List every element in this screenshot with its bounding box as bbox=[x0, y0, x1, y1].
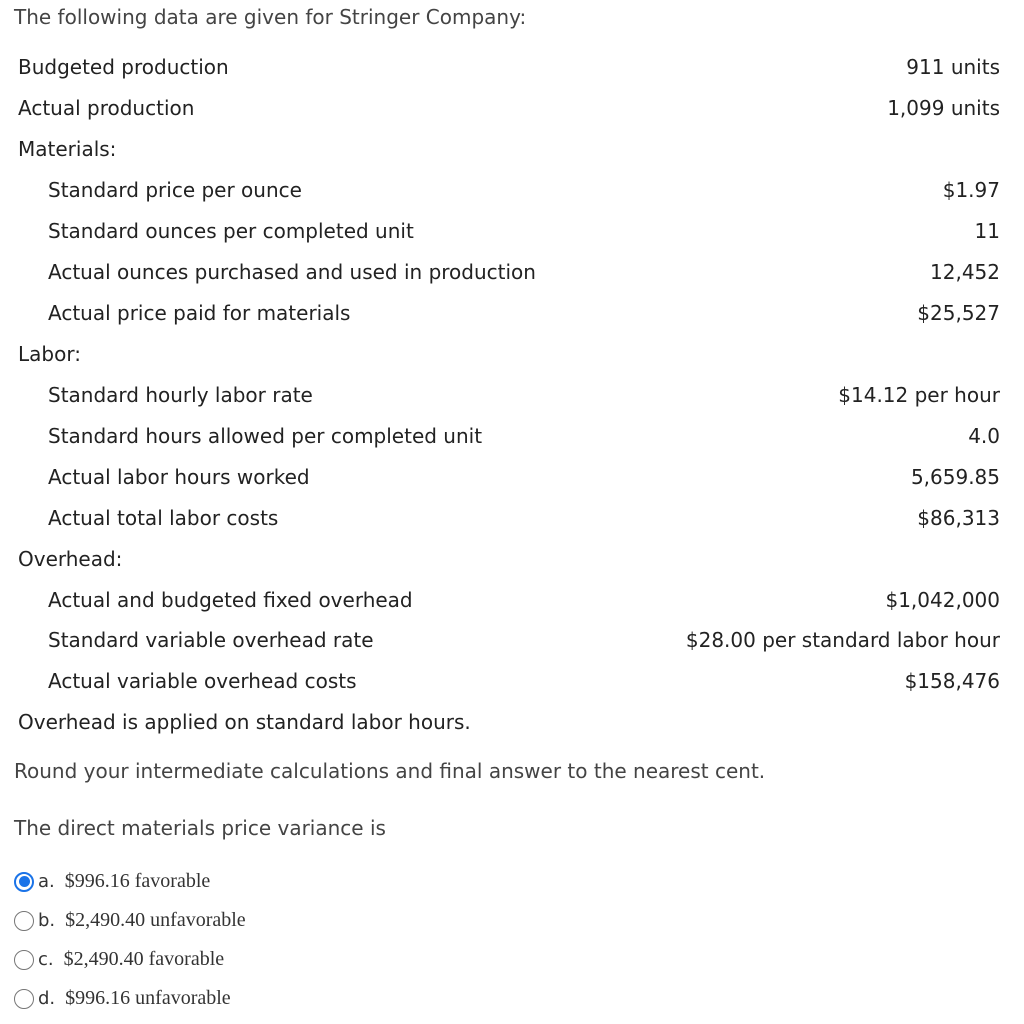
row-label: Actual labor hours worked bbox=[48, 465, 310, 489]
option-text: $2,490.40 favorable bbox=[63, 948, 225, 970]
option-letter: d. bbox=[38, 988, 56, 1009]
data-row bbox=[0, 620, 1024, 660]
answer-options bbox=[14, 862, 246, 1018]
row-value: $1,042,000 bbox=[885, 588, 1000, 612]
row-label: Standard variable overhead rate bbox=[48, 628, 374, 652]
data-row bbox=[0, 252, 1024, 292]
row-label: Actual variable overhead costs bbox=[48, 669, 357, 693]
option-c[interactable] bbox=[14, 940, 246, 979]
row-label: Actual production bbox=[18, 96, 195, 120]
data-row bbox=[0, 375, 1024, 415]
radio-unselected-icon[interactable] bbox=[14, 950, 34, 970]
row-value: $1.97 bbox=[942, 178, 1000, 202]
option-a[interactable] bbox=[14, 862, 246, 901]
row-label: Standard hourly labor rate bbox=[48, 383, 313, 407]
data-row bbox=[0, 661, 1024, 701]
row-value: 4.0 bbox=[968, 424, 1000, 448]
option-letter: c. bbox=[38, 949, 54, 970]
data-row bbox=[0, 416, 1024, 456]
row-label: Budgeted production bbox=[18, 55, 229, 79]
data-row bbox=[0, 47, 1024, 87]
data-row bbox=[0, 88, 1024, 128]
overhead-note bbox=[0, 702, 1024, 742]
row-value: 1,099 units bbox=[887, 96, 1000, 120]
option-d[interactable] bbox=[14, 979, 246, 1018]
radio-selected-icon[interactable] bbox=[14, 872, 34, 892]
row-label: Standard price per ounce bbox=[48, 178, 302, 202]
option-b[interactable] bbox=[14, 901, 246, 940]
rounding-instruction: Round your intermediate calculations and final answer to the nearest cent. bbox=[14, 759, 766, 783]
data-row bbox=[0, 580, 1024, 620]
data-row bbox=[0, 498, 1024, 538]
option-letter: a. bbox=[38, 871, 55, 892]
data-row bbox=[0, 457, 1024, 497]
row-value: $28.00 per standard labor hour bbox=[685, 628, 1000, 652]
row-label: Actual ounces purchased and used in production bbox=[48, 260, 536, 284]
row-value: $158,476 bbox=[904, 669, 1000, 693]
option-text: $996.16 favorable bbox=[64, 870, 211, 892]
row-label: Materials: bbox=[18, 137, 117, 161]
row-label: Overhead is applied on standard labor hours. bbox=[18, 710, 471, 734]
question-prompt: The direct materials price variance is bbox=[14, 816, 386, 840]
row-label: Actual total labor costs bbox=[48, 506, 279, 530]
row-label: Actual price paid for materials bbox=[48, 301, 351, 325]
option-text: $996.16 unfavorable bbox=[65, 987, 231, 1009]
radio-unselected-icon[interactable] bbox=[14, 911, 34, 931]
problem-intro: The following data are given for Stringer Company: bbox=[14, 5, 527, 29]
data-row bbox=[0, 293, 1024, 333]
row-value: $86,313 bbox=[917, 506, 1000, 530]
option-text: $2,490.40 unfavorable bbox=[65, 909, 246, 931]
row-label: Overhead: bbox=[18, 547, 123, 571]
data-row bbox=[0, 170, 1024, 210]
row-value: $25,527 bbox=[917, 301, 1000, 325]
radio-unselected-icon[interactable] bbox=[14, 989, 34, 1009]
row-label: Labor: bbox=[18, 342, 81, 366]
row-label: Standard ounces per completed unit bbox=[48, 219, 414, 243]
data-row bbox=[0, 211, 1024, 251]
row-value: $14.12 per hour bbox=[838, 383, 1000, 407]
section-heading-materials bbox=[0, 129, 1024, 169]
option-letter: b. bbox=[38, 910, 56, 931]
section-heading-labor bbox=[0, 334, 1024, 374]
row-label: Actual and budgeted fixed overhead bbox=[48, 588, 413, 612]
row-value: 5,659.85 bbox=[910, 465, 1000, 489]
section-heading-overhead bbox=[0, 539, 1024, 579]
row-value: 11 bbox=[974, 219, 1000, 243]
row-label: Standard hours allowed per completed unit bbox=[48, 424, 483, 448]
row-value: 911 units bbox=[906, 55, 1000, 79]
row-value: 12,452 bbox=[930, 260, 1000, 284]
